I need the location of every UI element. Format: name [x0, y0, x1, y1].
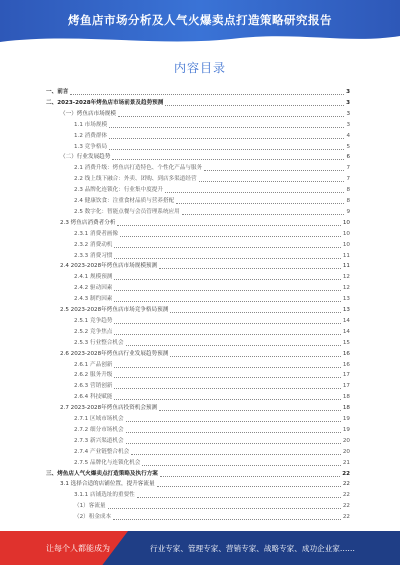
toc-entry-page: 17	[342, 383, 350, 390]
toc-leader-dots	[131, 453, 341, 455]
toc-entry-title: 2.4 2023-2028年烤鱼店市场规模预测	[60, 263, 158, 270]
toc-entry[interactable]	[74, 437, 350, 445]
toc-leader-dots	[114, 278, 340, 280]
toc-leader-dots	[170, 355, 341, 357]
report-title: 烤鱼店市场分析及人气火爆卖点打造策略研究报告	[68, 13, 332, 27]
toc-leader-dots	[176, 202, 344, 204]
toc-entry-title: 2.2 线上线下融合：外卖、团购、到店多渠道经营	[74, 176, 197, 183]
toc-entry-title: 2.3.1 消费者画像	[74, 230, 118, 237]
toc-entry[interactable]	[74, 371, 350, 379]
toc-entry[interactable]	[74, 426, 350, 434]
toc-leader-dots	[182, 213, 345, 215]
toc-entry-page: 9	[346, 208, 350, 215]
toc-entry-page: 16	[342, 361, 350, 368]
toc-entry-page: 15	[342, 339, 350, 346]
toc-entry-title: 2.7.4 产业链整合机会	[74, 448, 130, 455]
toc-entry-title: （1）客流量	[74, 503, 106, 510]
toc-entry-page: 12	[342, 274, 350, 281]
toc-entry-title: 1.2 消费群体	[74, 132, 108, 139]
toc-entry-title: 2.5 2023-2028年烤鱼店市场竞争格局预测	[60, 307, 169, 313]
toc-entry-title: 2.7.5 品牌化与连锁化机会	[74, 459, 141, 466]
toc-entry-title: 1.1 市场规模	[74, 121, 108, 128]
toc-entry-page: 10	[342, 219, 350, 226]
toc-entry-title: 2.6 2023-2028年烤鱼店行业发展趋势预测	[60, 350, 169, 357]
footer-roles: 行业专家、管理专家、营销专家、战略专家、成功企业家……	[150, 544, 356, 553]
toc-entry-page: 20	[342, 448, 350, 455]
toc-entry-title: 三、烤鱼店人气火爆卖点打造策略及执行方案	[46, 470, 158, 477]
toc-leader-dots	[159, 267, 341, 269]
toc-entry-page: 22	[342, 481, 350, 488]
toc-leader-dots	[118, 115, 344, 117]
toc-entry-page: 7	[346, 165, 350, 172]
toc-entry[interactable]	[74, 252, 350, 260]
toc-entry[interactable]	[74, 317, 350, 325]
toc-entry-title: 二、2023-2028年烤鱼店市场前景及趋势预测	[46, 99, 164, 106]
toc-entry[interactable]	[74, 175, 350, 183]
toc-entry[interactable]	[74, 208, 350, 216]
toc-leader-dots	[126, 431, 341, 433]
toc-entry[interactable]	[46, 470, 350, 478]
toc-leader-dots	[114, 398, 340, 400]
toc-entry[interactable]	[74, 339, 350, 347]
toc-entry-page: 16	[342, 350, 350, 357]
toc-entry-title: 2.3 烤鱼店消费者分析	[60, 219, 116, 226]
toc-entry-title: （二）行业发展趋势	[60, 154, 111, 161]
toc-entry[interactable]	[74, 328, 350, 336]
toc-entry-page: 18	[342, 405, 350, 412]
toc-entry[interactable]	[74, 491, 350, 499]
toc-leader-dots	[157, 485, 341, 487]
toc-leader-dots	[114, 376, 340, 378]
toc-entry-page: 21	[342, 459, 350, 466]
toc-entry[interactable]	[74, 197, 350, 205]
toc-entry-page: 5	[346, 143, 350, 150]
toc-entry-page: 10	[342, 230, 350, 237]
toc-entry[interactable]	[74, 361, 350, 369]
toc-entry-title: 2.6.1 产品创新	[74, 361, 113, 368]
toc-entry[interactable]	[74, 295, 350, 303]
toc-entry-page: 4	[346, 132, 350, 139]
toc-entry-page: 3	[346, 121, 350, 128]
toc-entry-title: 2.4.3 制约因素	[74, 296, 113, 303]
toc-entry-page: 22	[342, 503, 350, 510]
toc-entry-page: 22	[342, 470, 350, 477]
toc-leader-dots	[114, 257, 340, 259]
toc-entry[interactable]	[60, 153, 350, 161]
toc-entry[interactable]	[74, 513, 350, 521]
toc-entry-title: 3.1.1 店铺选址的重要性	[74, 492, 135, 499]
toc-entry[interactable]	[74, 459, 350, 467]
toc-entry-title: 2.7.1 区域市场机会	[74, 416, 124, 422]
toc-entry-title: 1.3 竞争格局	[74, 143, 108, 150]
toc-entry-title: 一、前言	[46, 89, 69, 95]
toc-leader-dots	[114, 322, 340, 324]
toc-entry-page: 22	[342, 492, 350, 499]
toc-entry[interactable]	[74, 382, 350, 390]
toc-entry-title: （2）租金成本	[74, 514, 112, 521]
footer-bar	[0, 531, 400, 565]
toc-entry-title: 2.5 数字化：智能点餐与会员管理系统应用	[74, 208, 180, 215]
toc-leader-dots	[113, 518, 341, 520]
toc-leader-dots	[120, 235, 341, 237]
toc-entry[interactable]	[74, 164, 350, 172]
toc-leader-dots	[117, 224, 340, 226]
toc-leader-dots	[160, 475, 340, 477]
toc-entry-title: 2.7.3 新兴渠道机会	[74, 437, 124, 444]
toc-leader-dots	[126, 420, 341, 422]
toc-entry-title: 2.4 健康饮食：注重食材品质与营养搭配	[74, 198, 175, 204]
toc-entry-page: 13	[342, 307, 350, 313]
toc-entry-page: 8	[346, 187, 350, 194]
toc-leader-dots	[159, 409, 341, 411]
toc-leader-dots	[114, 366, 340, 368]
toc-leader-dots	[109, 148, 344, 150]
toc-entry-title: 2.6.4 科技赋能	[74, 394, 113, 401]
toc-entry[interactable]	[74, 415, 350, 423]
toc-entry-title: 2.3.2 消费动机	[74, 241, 113, 248]
toc-entry[interactable]	[60, 262, 350, 270]
toc-entry-page: 11	[342, 263, 350, 270]
toc-entry-page: 17	[342, 372, 350, 379]
toc-leader-dots	[114, 333, 340, 335]
toc-leader-dots	[126, 442, 341, 444]
toc-entry[interactable]	[60, 110, 350, 118]
toc-entry-title: 2.6.3 营销创新	[74, 383, 113, 390]
toc-entry-page: 18	[342, 394, 350, 401]
toc-leader-dots	[165, 191, 344, 193]
toc-entry[interactable]	[74, 502, 350, 510]
toc-entry-title: （一）烤鱼店市场规模	[60, 110, 116, 117]
toc-leader-dots	[137, 496, 341, 498]
toc-leader-dots	[109, 137, 344, 139]
toc-leader-dots	[109, 126, 344, 128]
toc-entry-page: 10	[342, 241, 350, 248]
toc-entry-page: 11	[342, 252, 350, 259]
toc-entry[interactable]	[60, 404, 350, 412]
toc-leader-dots	[114, 289, 340, 291]
toc-leader-dots	[114, 300, 340, 302]
toc-entry-title: 2.5.1 竞争趋势	[74, 317, 113, 324]
toc-leader-dots	[170, 311, 341, 313]
toc-leader-dots	[112, 158, 344, 160]
toc-entry[interactable]	[60, 306, 350, 314]
toc-leader-dots	[204, 169, 344, 171]
toc-entry[interactable]	[46, 99, 350, 107]
toc-leader-dots	[142, 464, 341, 466]
toc-entry[interactable]	[74, 273, 350, 281]
toc-entry-title: 3.1 选择合适的店铺位置，提升客流量	[60, 481, 155, 488]
toc-entry-page: 14	[342, 317, 350, 324]
toc-leader-dots	[108, 507, 341, 509]
toc-entry-page: 19	[342, 426, 350, 433]
toc-entry[interactable]	[74, 448, 350, 456]
toc-entry[interactable]	[46, 88, 350, 96]
toc-entry[interactable]	[74, 393, 350, 401]
toc-entry-title: 2.3.3 消费习惯	[74, 252, 113, 259]
toc-entry-title: 2.7 2023-2028年烤鱼店投资机会预测	[60, 405, 158, 412]
toc-heading: 内容目录	[173, 61, 226, 75]
toc-entry-title: 2.5.3 行业整合机会	[74, 339, 124, 346]
toc-leader-dots	[126, 344, 341, 346]
toc-leader-dots	[70, 93, 344, 95]
toc-entry[interactable]	[74, 132, 350, 140]
toc-entry-title: 2.5.2 竞争焦点	[74, 328, 113, 335]
toc-entry[interactable]	[74, 230, 350, 238]
toc-leader-dots	[114, 387, 340, 389]
toc-entry-page: 3	[346, 99, 350, 106]
toc-entry[interactable]	[74, 284, 350, 292]
toc-entry-page: 14	[342, 328, 350, 335]
toc-leader-dots	[114, 246, 340, 248]
toc-entry-title: 2.4.2 驱动因素	[74, 285, 113, 292]
toc-entry[interactable]	[60, 480, 350, 488]
toc-entry[interactable]	[60, 219, 350, 227]
footer-slogan: 让每个人都能成为	[46, 544, 110, 553]
toc-entry-page: 12	[342, 285, 350, 292]
toc-entry[interactable]	[74, 186, 350, 194]
toc-entry-page: 6	[346, 154, 350, 161]
toc-entry-page: 22	[342, 514, 350, 521]
toc-entry-page: 3	[346, 89, 350, 95]
toc-entry-page: 13	[342, 296, 350, 303]
toc-entry-title: 2.3 品牌化连锁化：行业集中度提升	[74, 187, 163, 194]
toc-entry[interactable]	[74, 121, 350, 129]
toc-entry[interactable]	[74, 241, 350, 249]
toc-leader-dots	[199, 180, 345, 182]
toc-entry-page: 3	[346, 110, 350, 117]
toc-entry-title: 2.1 消费升级：烤鱼店打造特色、个性化产品与服务	[74, 165, 203, 172]
toc-entry-page: 8	[346, 198, 350, 204]
toc-leader-dots	[165, 104, 344, 106]
toc-entry-title: 2.7.2 细分市场机会	[74, 426, 124, 433]
toc-entry-page: 19	[342, 416, 350, 422]
toc-entry-title: 2.4.1 规模预测	[74, 274, 113, 281]
toc-entry[interactable]	[74, 143, 350, 151]
toc-entry-page: 7	[346, 176, 350, 183]
toc-entry[interactable]	[60, 350, 350, 358]
toc-entry-title: 2.6.2 服务升级	[74, 372, 113, 379]
toc-entry-page: 20	[342, 437, 350, 444]
